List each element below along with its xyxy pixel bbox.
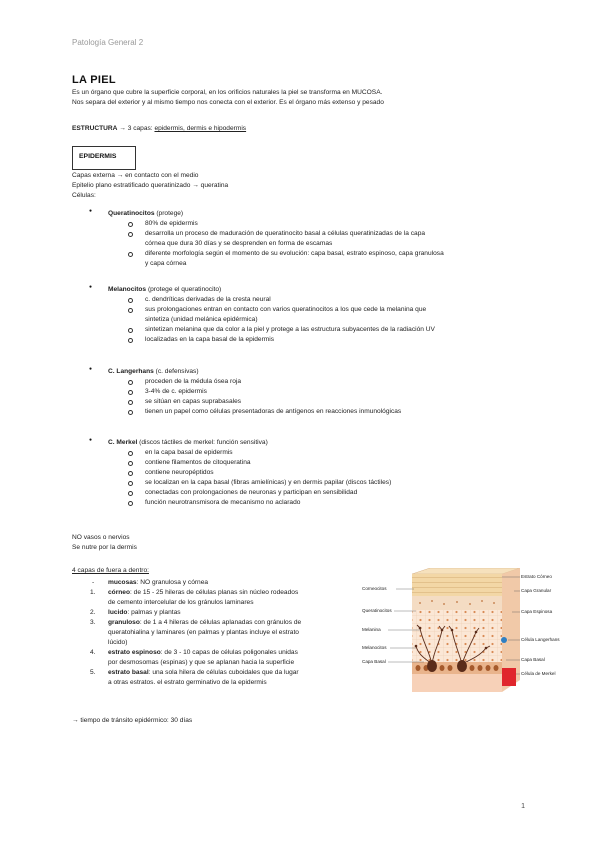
diagram-label: Capa Basal xyxy=(362,659,386,664)
cell-type-heading xyxy=(108,209,183,219)
diagram-label: Célula de Merkel xyxy=(521,671,556,676)
layer-marker: 4. xyxy=(90,649,96,656)
diagram-label: Capa Espinosa xyxy=(521,609,553,614)
structure-line xyxy=(72,124,246,134)
sub-bullet-icon xyxy=(128,400,133,405)
cell-detail-line: tienen un papel como células presentadoras de antígenos en reacciones inmunológicas xyxy=(145,408,402,415)
layer-line xyxy=(108,618,301,628)
structure-layers: epidermis, dermis e hipodermis xyxy=(154,125,247,132)
layer-line xyxy=(108,648,298,658)
intro-line-1: Es un órgano que cubre la superficie corporal, en los orificios naturales la piel se transforma en MUCOSA. xyxy=(72,89,383,96)
cell-type-note: (discos táctiles de merkel: función sensitiva) xyxy=(137,439,268,446)
layer-line: queratohialina y laminares (en palmas y plantas incluye el estrato xyxy=(108,629,299,636)
diagram-label: Melanina xyxy=(362,627,381,632)
cell-detail-line: localizadas en la capa basal de la epidermis xyxy=(145,336,275,343)
sub-bullet-icon xyxy=(128,491,133,496)
layer-description: : una sola hilera de células cuboidales que da lugar xyxy=(148,669,299,676)
cell-type-heading xyxy=(108,438,268,448)
stratum-corneum-layer xyxy=(412,574,502,596)
sub-bullet-icon xyxy=(128,298,133,303)
cell-detail-line: diferente morfología según el momento de su evolución: capa basal, estrato espinoso, capa granulosa xyxy=(145,250,444,257)
layer-marker: - xyxy=(92,579,95,586)
bullet-icon: ● xyxy=(89,284,93,290)
cell-detail-line: en la capa basal de epidermis xyxy=(145,449,233,456)
no-vasos-line-2: Se nutre por la dermis xyxy=(72,544,137,551)
intro-line-2: Nos separa del exterior y al mismo tiempo nos conecta con el exterior. Es el órgano más extenso y pesado xyxy=(72,99,384,106)
sub-bullet-icon xyxy=(128,328,133,333)
cell-detail-line: sintetiza (unidad melánica epidérmica) xyxy=(145,316,258,323)
cell-detail-line: 80% de epidermis xyxy=(145,220,198,227)
layer-name: estrato basal xyxy=(108,669,149,676)
layer-description: : de 3 - 10 capas de células poligonales unidas xyxy=(160,649,298,656)
sub-bullet-icon xyxy=(128,222,133,227)
epidermis-heading: EPIDERMIS xyxy=(79,153,117,160)
layer-line: a otras estratos. el estrato germinativo de la epidermis xyxy=(108,679,267,686)
bullet-icon: ● xyxy=(89,437,93,443)
layer-line xyxy=(108,588,298,598)
epi-line-3: Células: xyxy=(72,192,96,199)
cell-type-note: (protege el queratinocito) xyxy=(146,286,222,293)
cell-detail-line: se sitúan en capas suprabasales xyxy=(145,398,242,405)
layer-description: : NO granulosa y córnea xyxy=(136,579,209,586)
layers-heading: 4 capas de fuera a dentro: xyxy=(72,567,149,574)
cell-type-heading xyxy=(108,285,221,295)
layer-marker: 5. xyxy=(90,669,96,676)
sub-bullet-icon xyxy=(128,481,133,486)
bullet-icon: ● xyxy=(89,366,93,372)
spinous-layer xyxy=(412,610,502,662)
sub-bullet-icon xyxy=(128,471,133,476)
layer-description: : de 1 a 4 hileras de células aplanadas con gránulos de xyxy=(139,619,302,626)
sub-bullet-icon xyxy=(128,501,133,506)
document-header: Patología General 2 xyxy=(72,38,144,47)
diagram-label: Corneocitos xyxy=(362,586,387,591)
melanocyte-body xyxy=(427,660,437,672)
epi-line-2: Epitelio plano estratificado queratinizado → queratina xyxy=(72,182,229,189)
cell-type-name: C. Merkel xyxy=(108,439,138,446)
sub-bullet-icon xyxy=(128,451,133,456)
sub-bullet-icon xyxy=(128,338,133,343)
bullet-icon: ● xyxy=(89,208,93,214)
cell-type-note: (protege) xyxy=(154,210,184,217)
layer-marker: 3. xyxy=(90,619,96,626)
page-number: 1 xyxy=(521,803,525,810)
langerhans-cell xyxy=(501,637,507,643)
diagram-label: Célula Langerhans xyxy=(521,637,560,642)
cell-type-name: Queratinocitos xyxy=(108,210,155,217)
diagram-label: Capa Basal xyxy=(521,657,545,662)
layer-marker: 2. xyxy=(90,609,96,616)
sub-bullet-icon xyxy=(128,252,133,257)
diagram-label: Capa Granular xyxy=(521,588,552,593)
cell-detail-line: conectadas con prolongaciones de neuronas y participan en sensibilidad xyxy=(145,489,358,496)
layer-line: de cemento intercelular de los gránulos laminares xyxy=(108,599,254,606)
cell-type-name: C. Langerhans xyxy=(108,368,154,375)
cell-detail-line: función neurotransmisora de mecanismo no aclarado xyxy=(145,499,301,506)
dermis-layer xyxy=(412,674,502,692)
cell-detail-line: contiene filamentos de citoqueratina xyxy=(145,459,251,466)
merkel-cell xyxy=(502,668,516,686)
layer-description: : palmas y plantas xyxy=(127,609,181,616)
cell-detail-line: y capa córnea xyxy=(145,260,187,267)
cell-detail-line: sintetizan melanina que da color a la piel y protege a las estructura subyacentes de la radiación UV xyxy=(145,326,435,333)
sub-bullet-icon xyxy=(128,380,133,385)
diagram-label: Estrato Córneo xyxy=(521,574,552,579)
layer-name: córneo xyxy=(108,589,130,596)
cell-detail-line: contiene neuropéptidos xyxy=(145,469,214,476)
structure-arrow-text: → 3 capas: xyxy=(119,125,155,132)
layer-name: lucido xyxy=(108,609,128,616)
cell-type-name: Melanocitos xyxy=(108,286,147,293)
sub-bullet-icon xyxy=(128,390,133,395)
cell-detail-line: se localizan en la capa basal (fibras amielínicas) y en dermis papilar (discos táctiles) xyxy=(145,479,392,486)
layer-marker: 1. xyxy=(90,589,96,596)
cell-type-heading xyxy=(108,367,199,377)
sub-bullet-icon xyxy=(128,410,133,415)
page-title: LA PIEL xyxy=(72,74,116,86)
layer-line: lúcido) xyxy=(108,639,128,646)
transit-time: → tiempo de tránsito epidérmico: 30 días xyxy=(72,717,193,724)
diagram-label: Queratinocitos xyxy=(362,608,392,613)
layer-line xyxy=(108,668,299,678)
layer-line xyxy=(108,608,181,618)
cell-detail-line: sus prolongaciones entran en contacto con varios queratinocitos a los que cede la melanina que xyxy=(145,306,427,313)
layer-name: estrato espinoso xyxy=(108,649,161,656)
cell-detail-line: 3-4% de c. epidermis xyxy=(145,388,207,395)
epi-line-1: Capas externa → en contacto con el medio xyxy=(72,172,199,179)
layer-line: por desmosomas (espinas) y que se aplanan hacia la superficie xyxy=(108,659,295,666)
sub-bullet-icon xyxy=(128,308,133,313)
cell-detail-line: proceden de la médula ósea roja xyxy=(145,378,242,385)
layer-line xyxy=(108,578,208,588)
melanocyte-body xyxy=(457,660,467,672)
cell-detail-line: c. dendríticas derivadas de la cresta neural xyxy=(145,296,271,303)
no-vasos-line-1: NO vasos o nervios xyxy=(72,534,130,541)
structure-label: ESTRUCTURA xyxy=(72,125,118,132)
layer-description: : de 15 - 25 hileras de células planas sin núcleo rodeados xyxy=(129,589,299,596)
epidermis-heading-box xyxy=(72,146,136,170)
cell-type-note: (c. defensivas) xyxy=(153,368,199,375)
cell-detail-line: desarrolla un proceso de maduración de queratinocito basal a células queratinizadas de la capa xyxy=(145,230,426,237)
skin-diagram xyxy=(362,568,560,698)
layer-name: granuloso xyxy=(108,619,140,626)
sub-bullet-icon xyxy=(128,461,133,466)
skin-block-top xyxy=(412,568,520,574)
diagram-label: Melanocitos xyxy=(362,645,387,650)
cell-detail-line: córnea que dura 30 días y se desprenden en forma de escamas xyxy=(145,240,333,247)
sub-bullet-icon xyxy=(128,232,133,237)
layer-name: mucosas xyxy=(108,579,137,586)
